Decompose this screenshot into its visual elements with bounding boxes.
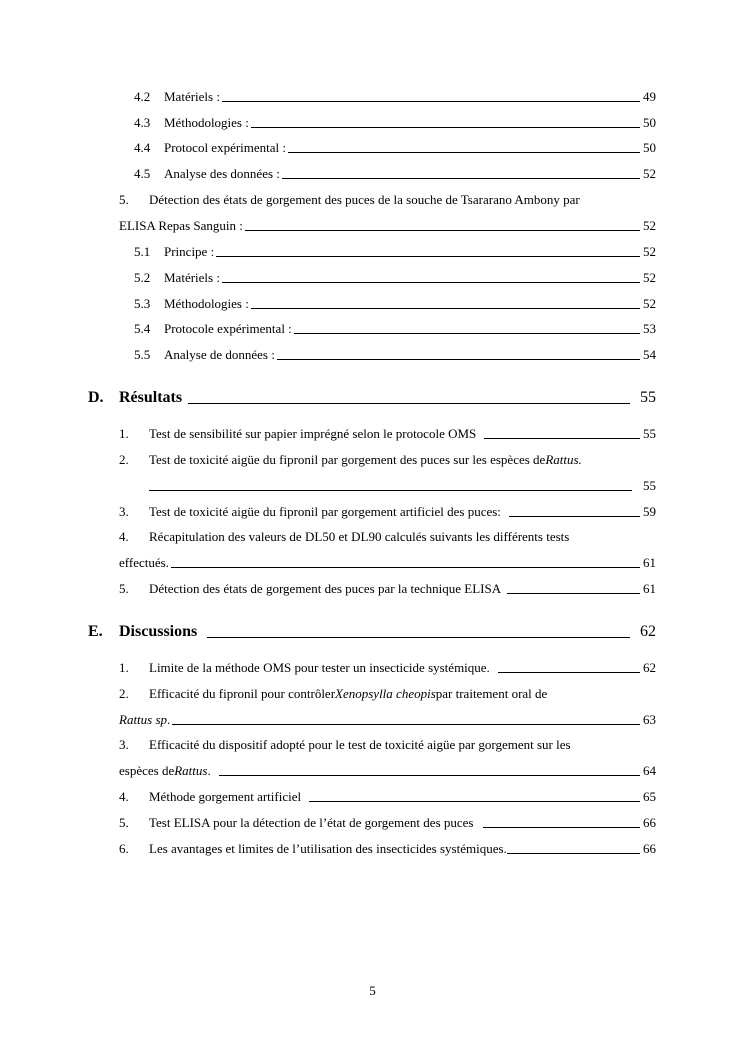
toc-entry-e-1[interactable] [0, 658, 745, 678]
entry-title: Méthodologies : [164, 296, 249, 311]
entry-title-continued: effectués. [119, 555, 169, 570]
entry-title: Limite de la méthode OMS pour tester un insecticide systémique. [149, 660, 490, 675]
dot-leader [498, 672, 640, 673]
entry-title: Analyse de données : [164, 347, 275, 362]
entry-page: 52 [643, 296, 656, 311]
dot-leader [149, 490, 632, 491]
toc-entry-d-3[interactable] [0, 502, 745, 522]
dot-leader [188, 403, 630, 404]
toc-entry-4-4[interactable] [0, 138, 745, 158]
dot-leader [251, 127, 640, 128]
entry-number: 5.4 [134, 321, 151, 336]
dot-leader [277, 359, 640, 360]
entry-number: 2. [119, 686, 129, 701]
dot-leader [507, 593, 640, 594]
toc-entry-d-2-line2[interactable] [0, 476, 745, 496]
entry-title: Récapitulation des valeurs de DL50 et DL90 calculés suivants les différents tests [149, 529, 570, 544]
entry-title-cont: par traitement oral de [435, 686, 548, 701]
toc-entry-d-5[interactable] [0, 579, 745, 599]
entry-number: 5. [119, 581, 129, 596]
entry-title-italic: Rattus sp [119, 712, 168, 727]
toc-entry-e-6[interactable] [0, 839, 745, 859]
dot-leader [484, 438, 640, 439]
toc-entry-5-5[interactable] [0, 345, 745, 365]
entry-page: 50 [643, 115, 656, 130]
entry-number: 5. [119, 192, 129, 207]
dot-leader [483, 827, 640, 828]
entry-title: Méthode gorgement artificiel [149, 789, 302, 804]
entry-number: 5.5 [134, 347, 151, 362]
dot-leader [207, 637, 630, 638]
entry-title-continued: ELISA Repas Sanguin : [119, 218, 243, 233]
entry-title-italic: Xenopsylla cheopis [335, 686, 436, 701]
entry-page: 50 [643, 140, 656, 155]
toc-entry-5-3[interactable] [0, 294, 745, 314]
dot-leader [288, 152, 640, 153]
entry-number: 4.2 [134, 89, 151, 104]
dot-leader [294, 333, 640, 334]
entry-number: 5.1 [134, 244, 151, 259]
section-letter: E. [88, 623, 103, 640]
entry-page: 52 [643, 270, 656, 285]
entry-title-cont: . [207, 763, 211, 778]
entry-title: Test de sensibilité sur papier imprégné selon le protocole OMS [149, 426, 477, 441]
toc-entry-d-4-line2[interactable] [0, 553, 745, 573]
entry-number: 3. [119, 504, 129, 519]
entry-number: 1. [119, 426, 129, 441]
entry-page: 63 [643, 712, 656, 727]
entry-number: 4.4 [134, 140, 151, 155]
dot-leader [171, 567, 640, 568]
entry-page: 55 [643, 478, 656, 493]
toc-entry-5-line1[interactable] [0, 190, 745, 210]
entry-title: Test de toxicité aigüe du fipronil par gorgement artificiel des puces: [149, 504, 501, 519]
entry-title: Les avantages et limites de l’utilisation des insecticides systémiques. [149, 841, 507, 856]
toc-entry-e-2-line2[interactable] [0, 710, 745, 730]
entry-number: 4.3 [134, 115, 151, 130]
dot-leader [222, 282, 640, 283]
entry-title: Protocole expérimental : [164, 321, 292, 336]
dot-leader [222, 101, 640, 102]
entry-page: 52 [643, 166, 656, 181]
entry-title: Principe : [164, 244, 215, 259]
dot-leader [309, 801, 640, 802]
entry-page: 65 [643, 789, 656, 804]
entry-page: 53 [643, 321, 656, 336]
toc-entry-d-2-line1[interactable] [0, 450, 745, 470]
entry-number: 5.2 [134, 270, 151, 285]
toc-section-d[interactable] [0, 386, 745, 410]
entry-page: 52 [643, 218, 656, 233]
dot-leader [219, 775, 640, 776]
toc-entry-4-3[interactable] [0, 113, 745, 133]
dot-leader [251, 308, 640, 309]
entry-number: 4.5 [134, 166, 151, 181]
entry-title: Test ELISA pour la détection de l’état de gorgement des puces [149, 815, 474, 830]
entry-number: 4. [119, 529, 129, 544]
page-number: 5 [369, 983, 376, 998]
toc-entry-5-1[interactable] [0, 242, 745, 262]
entry-page: 54 [643, 347, 656, 362]
dot-leader [509, 516, 640, 517]
dot-leader [245, 230, 640, 231]
entry-title: Matériels : [164, 270, 220, 285]
entry-page: 55 [643, 426, 656, 441]
entry-page: 62 [643, 660, 656, 675]
toc-entry-e-3-line1[interactable] [0, 735, 745, 755]
entry-page: 49 [643, 89, 656, 104]
entry-page: 66 [643, 815, 656, 830]
entry-title: Efficacité du fipronil pour contrôler [149, 686, 336, 701]
dot-leader [172, 724, 640, 725]
entry-title-italic: Rattus [174, 763, 208, 778]
entry-page: 59 [643, 504, 656, 519]
section-letter: D. [88, 389, 104, 406]
dot-leader [216, 256, 640, 257]
section-title: Discussions [119, 623, 198, 640]
entry-page: 61 [643, 555, 656, 570]
entry-title: Analyse des données : [164, 166, 280, 181]
toc-entry-5-2[interactable] [0, 268, 745, 288]
toc-entry-5-line2[interactable] [0, 216, 745, 236]
entry-title: Méthodologies : [164, 115, 249, 130]
section-title: Résultats [119, 389, 183, 406]
toc-entry-e-2-line1[interactable] [0, 684, 745, 704]
entry-title: Détection des états de gorgement des puces par la technique ELISA [149, 581, 502, 596]
entry-number: 5. [119, 815, 129, 830]
toc-entry-d-1[interactable] [0, 424, 745, 444]
toc-entry-5-4[interactable] [0, 319, 745, 339]
entry-title: Détection des états de gorgement des puces de la souche de Tsararano Ambony par [149, 192, 580, 207]
entry-page: 64 [643, 763, 656, 778]
entry-title-cont: . [167, 712, 171, 727]
entry-number: 6. [119, 841, 129, 856]
entry-title: Test de toxicité aigüe du fipronil par gorgement des puces sur les espèces de [149, 452, 546, 467]
entry-number: 5.3 [134, 296, 151, 311]
entry-page: 61 [643, 581, 656, 596]
dot-leader [507, 853, 640, 854]
entry-page: 66 [643, 841, 656, 856]
entry-number: 1. [119, 660, 129, 675]
entry-number: 4. [119, 789, 129, 804]
entry-page: 52 [643, 244, 656, 259]
toc-entry-e-5[interactable] [0, 813, 745, 833]
toc-entry-4-5[interactable] [0, 164, 745, 184]
toc-entry-4-2[interactable] [0, 87, 745, 107]
entry-title: Efficacité du dispositif adopté pour le test de toxicité aigüe par gorgement sur les [149, 737, 571, 752]
entry-number: 2. [119, 452, 129, 467]
toc-entry-d-4-line1[interactable] [0, 527, 745, 547]
entry-title: espèces de [119, 763, 175, 778]
entry-number: 3. [119, 737, 129, 752]
section-page: 55 [640, 389, 656, 406]
toc-entry-e-3-line2[interactable] [0, 761, 745, 781]
entry-title-italic: Rattus. [545, 452, 582, 467]
section-page: 62 [640, 623, 656, 640]
entry-title: Protocol expérimental : [164, 140, 287, 155]
toc-section-e[interactable] [0, 620, 745, 644]
toc-entry-e-4[interactable] [0, 787, 745, 807]
dot-leader [282, 178, 640, 179]
entry-title: Matériels : [164, 89, 220, 104]
